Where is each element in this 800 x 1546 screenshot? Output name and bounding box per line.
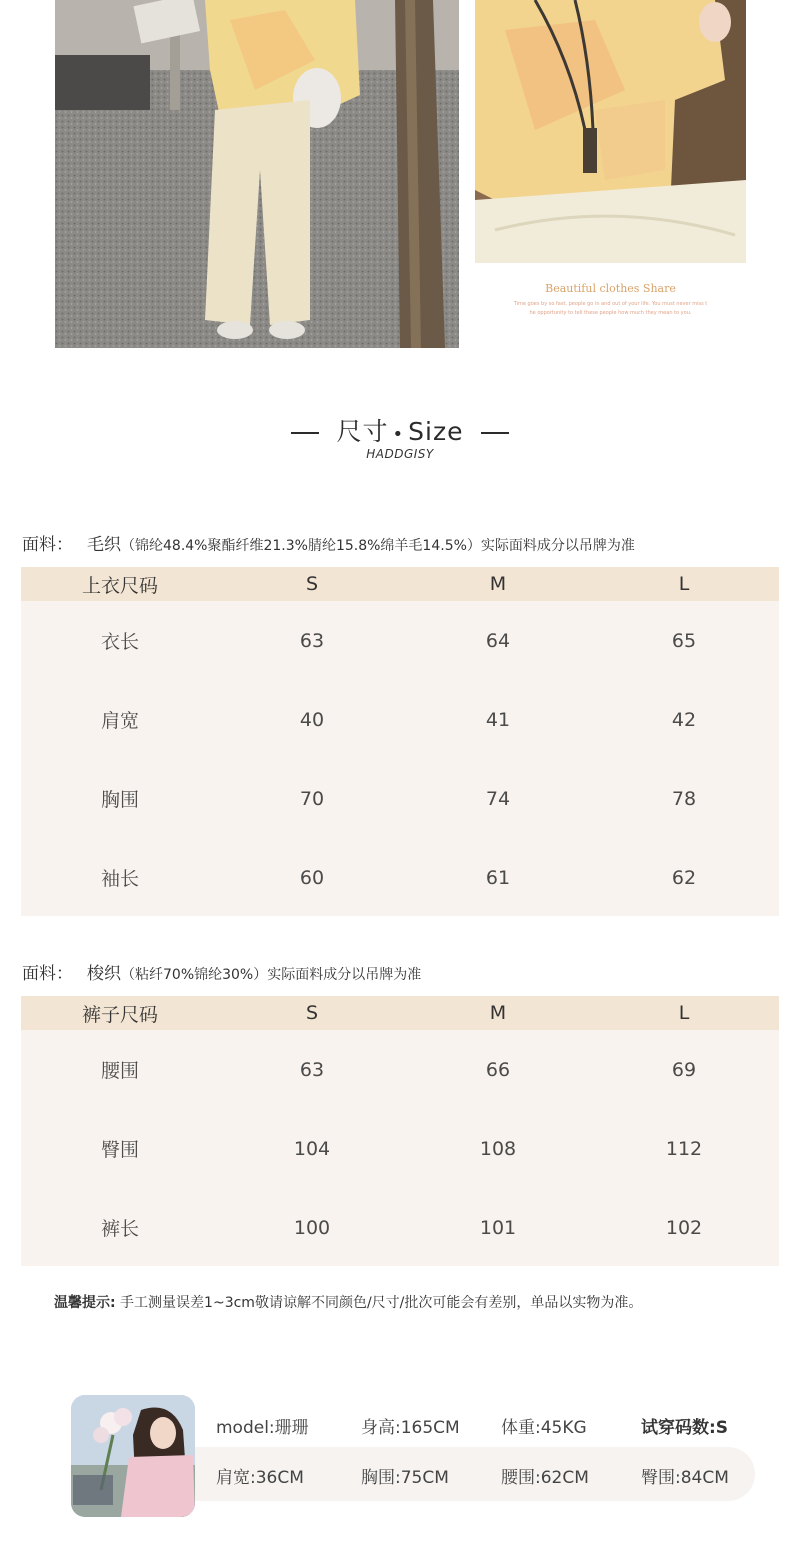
table-cell: 102 bbox=[665, 1216, 703, 1239]
row-label: 裤长 bbox=[100, 1218, 139, 1240]
model-hip: 臀围:84CM bbox=[641, 1468, 729, 1488]
size-title-en: Size bbox=[408, 417, 464, 446]
model-waist: 腰围:62CM bbox=[501, 1468, 589, 1488]
table-cell: 64 bbox=[485, 629, 511, 652]
header-cell: M bbox=[489, 573, 507, 595]
model-avatar bbox=[71, 1395, 195, 1517]
table-cell: 101 bbox=[479, 1216, 517, 1239]
outfit-photo-street bbox=[55, 0, 459, 348]
table-cell: 108 bbox=[479, 1137, 517, 1160]
table-cell: 41 bbox=[485, 708, 511, 731]
top-size-table bbox=[21, 567, 779, 916]
table-cell: 42 bbox=[671, 708, 697, 731]
pants-size-table bbox=[21, 996, 779, 1266]
share-caption-line: he opportunity to tell these people how much they mean to you. bbox=[529, 310, 692, 316]
top-fabric-line bbox=[22, 530, 635, 555]
size-title-cn: 尺寸 bbox=[336, 417, 389, 446]
header-cell: 裤子尺码 bbox=[81, 1003, 158, 1026]
heading-dash-right bbox=[481, 432, 509, 434]
outfit-photo-closeup bbox=[475, 0, 746, 263]
tip-text: 手工测量误差1~3cm敬请谅解不同颜色/尺寸/批次可能会有差别，单品以实物为准。 bbox=[115, 1295, 643, 1311]
measurement-tip bbox=[54, 1292, 642, 1312]
table-cell: 78 bbox=[671, 787, 697, 810]
row-label: 袖长 bbox=[100, 868, 139, 890]
row-label: 肩宽 bbox=[100, 710, 139, 732]
header-cell: S bbox=[305, 1002, 319, 1024]
model-name: model:珊珊 bbox=[216, 1418, 309, 1438]
table-row bbox=[21, 1188, 779, 1267]
table-cell: 60 bbox=[299, 866, 325, 889]
share-title: Beautiful clothes Share bbox=[545, 282, 676, 295]
model-trial-size: 试穿码数:S bbox=[641, 1418, 729, 1438]
header-cell: 上衣尺码 bbox=[81, 574, 158, 597]
header-cell: M bbox=[489, 1002, 507, 1024]
header-cell: S bbox=[305, 573, 319, 595]
header-cell: L bbox=[678, 573, 690, 595]
table-cell: 69 bbox=[671, 1058, 697, 1081]
table-cell: 104 bbox=[293, 1137, 331, 1160]
brand-name: HADDGISY bbox=[366, 447, 434, 461]
heading-dash-left bbox=[291, 432, 319, 434]
share-caption-line: Time goes by so fast, people go in and out of your life. You must never miss t bbox=[513, 301, 708, 307]
table-row bbox=[21, 601, 779, 680]
row-label: 衣长 bbox=[100, 631, 139, 653]
header-cell: L bbox=[678, 1002, 690, 1024]
table-row bbox=[21, 759, 779, 838]
table-cell: 62 bbox=[671, 866, 697, 889]
table-header-row bbox=[21, 567, 779, 601]
table-row bbox=[21, 838, 779, 917]
share-caption bbox=[495, 300, 726, 318]
table-cell: 63 bbox=[299, 629, 325, 652]
table-cell: 112 bbox=[665, 1137, 703, 1160]
fabric-name: 毛织 bbox=[87, 535, 121, 555]
row-label: 腰围 bbox=[100, 1060, 139, 1082]
fabric-name: 梭织 bbox=[87, 964, 121, 984]
table-cell: 70 bbox=[299, 787, 325, 810]
fabric-detail: （粘纤70%锦纶30%）实际面料成分以吊牌为准 bbox=[121, 967, 422, 983]
table-row bbox=[21, 1030, 779, 1109]
model-bust: 胸围:75CM bbox=[361, 1468, 449, 1488]
size-section-title bbox=[0, 412, 800, 448]
pants-fabric-line bbox=[22, 959, 421, 984]
row-label: 臀围 bbox=[100, 1139, 139, 1161]
table-cell: 65 bbox=[671, 629, 697, 652]
table-cell: 74 bbox=[485, 787, 511, 810]
table-row bbox=[21, 1109, 779, 1188]
table-header-row bbox=[21, 996, 779, 1030]
table-cell: 100 bbox=[293, 1216, 331, 1239]
row-label: 胸围 bbox=[100, 789, 139, 811]
tip-label: 温馨提示: bbox=[54, 1295, 116, 1311]
table-cell: 63 bbox=[299, 1058, 325, 1081]
model-height: 身高:165CM bbox=[361, 1418, 460, 1438]
fabric-label: 面料： bbox=[22, 535, 73, 555]
table-cell: 61 bbox=[485, 866, 511, 889]
size-title-separator: • bbox=[392, 424, 405, 445]
fabric-label: 面料： bbox=[22, 964, 73, 984]
fabric-detail: （锦纶48.4%聚酯纤维21.3%腈纶15.8%绵羊毛14.5%）实际面料成分以吊牌为准 bbox=[121, 538, 635, 554]
table-cell: 40 bbox=[299, 708, 325, 731]
table-cell: 66 bbox=[485, 1058, 511, 1081]
table-row bbox=[21, 680, 779, 759]
model-shoulder: 肩宽:36CM bbox=[216, 1468, 304, 1488]
model-weight: 体重:45KG bbox=[501, 1418, 587, 1438]
